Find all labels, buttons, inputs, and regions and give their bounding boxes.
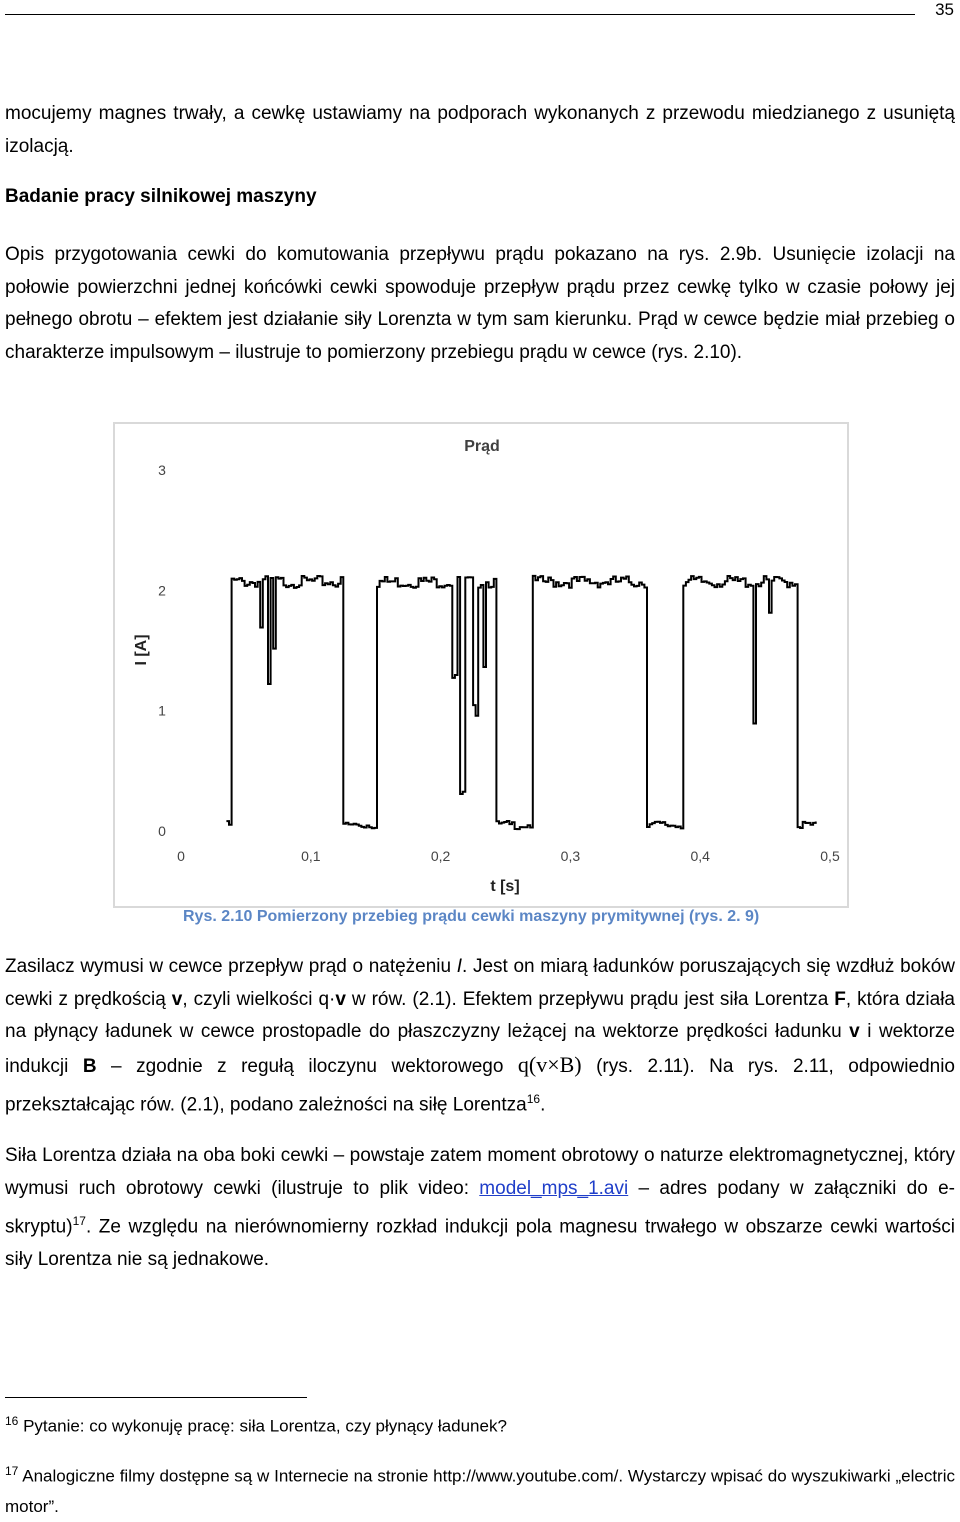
x-tick-label: 0,4	[690, 848, 710, 864]
p3-symbol-B: B	[82, 1055, 97, 1077]
header-rule	[5, 14, 915, 15]
p3-symbol-I: I	[456, 956, 463, 977]
footnote-17	[5, 1456, 955, 1522]
footnote-rule	[5, 1397, 307, 1398]
y-tick-label: 0	[158, 823, 166, 839]
p3-text-6: i wektorze indukcji	[5, 1021, 955, 1077]
p3-text-3: , czyli wielkości q	[182, 988, 330, 1010]
p3-text-9: .	[540, 1094, 546, 1116]
footnote-number: 16	[5, 1414, 19, 1428]
chart-frame	[113, 422, 849, 908]
cross-product-formula: q(v×B)	[517, 1051, 582, 1077]
y-tick-label: 2	[158, 582, 166, 599]
figure-caption: Rys. 2.10 Pomierzony przebieg prądu cewki maszyny prymitywnej (rys. 2. 9)	[183, 908, 760, 925]
current-chart	[115, 424, 847, 906]
page-number: 35	[935, 0, 954, 19]
p4-text-2: – adres podany w załączniki do e-skryptu)	[5, 1177, 955, 1238]
p3-symbol-v-3: v	[849, 1021, 860, 1042]
y-tick-label: 1	[158, 702, 166, 719]
y-tick-labels	[158, 462, 166, 839]
x-tick-label: 0	[177, 848, 185, 864]
x-tick-label: 0,2	[430, 848, 451, 864]
p3-symbol-F: F	[834, 988, 846, 1010]
x-axis-label: t [s]	[490, 878, 520, 895]
x-tick-label: 0,3	[560, 848, 581, 864]
p3-text-4: w rów. (2.1). Efektem przepływu prądu jest siła Lorentza	[345, 988, 835, 1010]
paragraph-2: Opis przygotowania cewki do komutowania przepływu prądu pokazano na rys. 2.9b. Usunięcie izolacji na połowie powierzchni jednej końcówki cewki spowoduje przepływ prądu przez cewkę tylko w czasie połowy jej pełnego obrotu – efektem jest działanie siły Lorenzta w tym sam kierunku. Prąd w cewce będzie miał przebieg o charakterze impulsowym – ilustruje to pomierzony przebiegu prądu w cewce (rys. 2.10).	[5, 244, 955, 363]
plot-area	[226, 576, 815, 829]
p3-text-5: , która działa na płynący ładunek w cewce prostopadle do płaszczyzny leżącej na wektorze prędkości ładunku	[5, 988, 955, 1042]
p4-text-1: Siła Lorentza działa na oba boki cewki – powstaje zatem moment obrotowy o naturze elektromagnetycznej, który wymusi ruch obrotowy cewki (ilustruje to plik video:	[5, 1145, 955, 1199]
paragraph-4	[5, 1140, 955, 1276]
p3-symbol-v-2: v	[335, 988, 346, 1010]
footnote-text: Analogiczne filmy dostępne są w Internecie na stronie http://www.youtube.com/. Wystarczy wpisać do wyszukiwarki „electric motor”.	[5, 1466, 955, 1516]
section-heading: Badanie pracy silnikowej maszyny	[5, 186, 317, 207]
p3-text-7: – zgodnie z regułą iloczynu wektorowego	[96, 1055, 518, 1077]
paragraph-1: mocujemy magnes trwały, a cewkę ustawiamy na podporach wykonanych z przewodu miedzianego z usuniętą izolacją.	[5, 103, 955, 157]
p4-text-3: . Ze względu na nierównomierny rozkład indukcji pola magnesu trwałego w obszarze cewki wartości siły Lorentza nie są jednakowe.	[5, 1216, 955, 1270]
x-tick-label: 0,5	[820, 848, 840, 864]
y-axis-label: I [A]	[133, 634, 150, 666]
current-series-line	[226, 576, 815, 829]
chart-title: Prąd	[464, 438, 500, 455]
paragraph-3	[5, 951, 955, 1122]
x-tick-labels	[177, 848, 840, 864]
footnote-ref-16[interactable]: 16	[526, 1092, 541, 1106]
p3-symbol-v: v	[171, 988, 183, 1010]
footnote-ref-17[interactable]: 17	[72, 1214, 86, 1228]
x-tick-label: 0,1	[301, 848, 321, 864]
video-file-link[interactable]: model_mps_1.avi	[479, 1177, 629, 1199]
p3-text-8: (rys. 2.11). Na rys. 2.11, odpowiednio przekształcając rów. (2.1), podano zależności na siłę Lorentza	[5, 1055, 955, 1116]
footnote-16	[5, 1406, 955, 1442]
p3-text-2: . Jest on miarą ładunków poruszających się wzdłuż boków cewki z prędkością	[5, 956, 955, 1010]
footnote-text: Pytanie: co wykonuję pracę: siła Lorentza, czy płynący ładunek?	[23, 1416, 507, 1436]
y-tick-label: 3	[158, 462, 166, 478]
footnote-number: 17	[5, 1464, 19, 1478]
p3-text-1: Zasilacz wymusi w cewce przepływ prąd o natężeniu	[5, 956, 457, 977]
p3-dot: ·	[329, 988, 336, 1010]
